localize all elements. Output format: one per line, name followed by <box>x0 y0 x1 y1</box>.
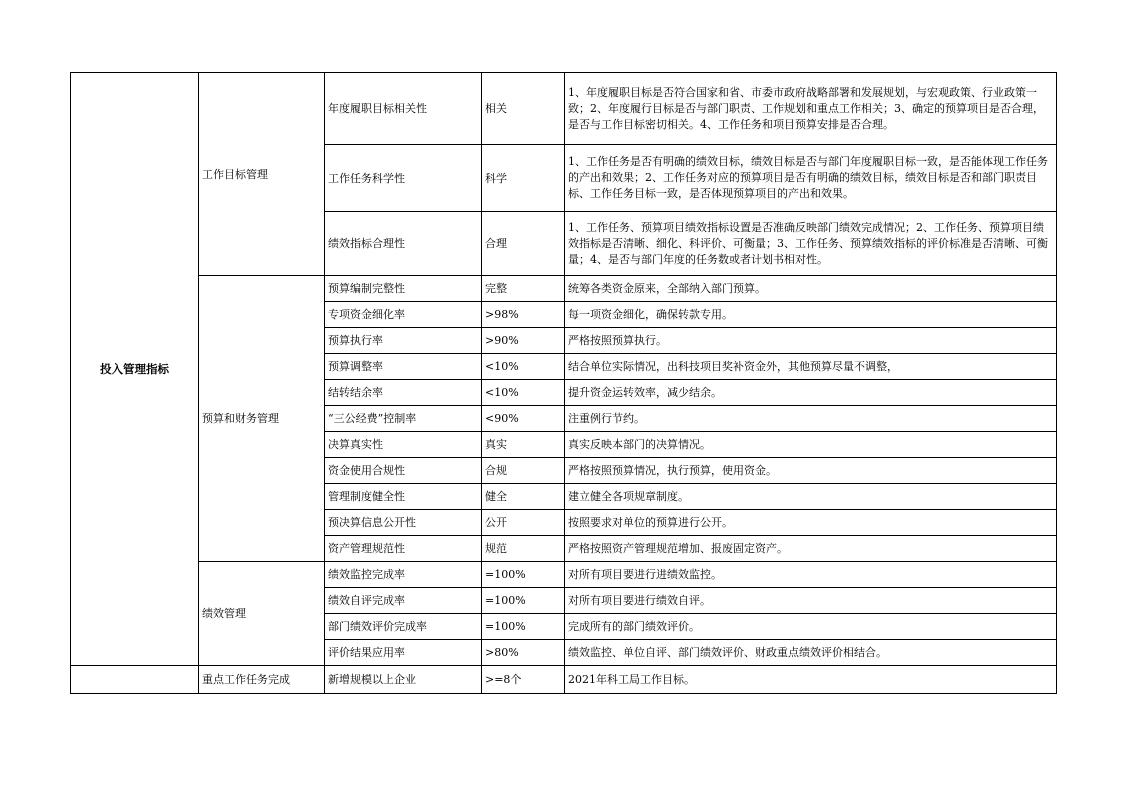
table-row <box>71 73 1057 145</box>
table-row <box>71 562 1057 588</box>
subcategory-cell: 工作目标管理 <box>199 73 325 276</box>
page-margin <box>0 702 1122 793</box>
indicator-cell: 绩效监控完成率 <box>325 562 482 588</box>
description-cell: 按照要求对单位的预算进行公开。 <box>565 510 1057 536</box>
description-cell: 严格按照资产管理规范增加、报废固定资产。 <box>565 536 1057 562</box>
description-cell: 统筹各类资金原来，全部纳入部门预算。 <box>565 276 1057 302</box>
indicator-cell: 预算执行率 <box>325 328 482 354</box>
description-cell: 1、年度履职目标是否符合国家和省、市委市政府战略部署和发展规划，与宏观政策、行业政策一致；2、年度履行目标是否与部门职责、工作规划和重点工作相关；3、确定的预算项目是否合理，是否与工作目标密切相关。4、工作任务和项目预算安排是否合理。 <box>565 73 1057 145</box>
indicator-cell: 资金使用合规性 <box>325 458 482 484</box>
indicator-cell: 工作任务科学性 <box>325 145 482 212</box>
standard-cell: 规范 <box>482 536 565 562</box>
subcategory-cell: 绩效管理 <box>199 562 325 666</box>
indicator-cell: 预算编制完整性 <box>325 276 482 302</box>
standard-cell: 公开 <box>482 510 565 536</box>
standard-cell: >80% <box>482 640 565 666</box>
standard-cell: 完整 <box>482 276 565 302</box>
standard-cell: <10% <box>482 380 565 406</box>
indicator-cell: 预决算信息公开性 <box>325 510 482 536</box>
standard-cell: 真实 <box>482 432 565 458</box>
description-cell: 建立健全各项规章制度。 <box>565 484 1057 510</box>
standard-cell: <10% <box>482 354 565 380</box>
standard-cell: =100% <box>482 614 565 640</box>
indicator-cell: 预算调整率 <box>325 354 482 380</box>
description-cell: 真实反映本部门的决算情况。 <box>565 432 1057 458</box>
indicator-cell: 资产管理规范性 <box>325 536 482 562</box>
subcategory-cell: 重点工作任务完成 <box>199 666 325 694</box>
description-cell: 结合单位实际情况，出科技项目奖补资金外，其他预算尽量不调整， <box>565 354 1057 380</box>
description-cell: 1、工作任务是否有明确的绩效目标，绩效目标是否与部门年度履职目标一致，是否能体现工作任务的产出和效果；2、工作任务对应的预算项目是否有明确的绩效目标，绩效目标是否和部门职责目标、工作任务目标一致，是否体现预算项目的产出和效果。 <box>565 145 1057 212</box>
description-cell: 完成所有的部门绩效评价。 <box>565 614 1057 640</box>
indicator-cell: 管理制度健全性 <box>325 484 482 510</box>
indicator-cell: 专项资金细化率 <box>325 302 482 328</box>
standard-cell: >=8个 <box>482 666 565 694</box>
standard-cell: 健全 <box>482 484 565 510</box>
table-row <box>71 666 1057 694</box>
description-cell: 严格按照预算执行。 <box>565 328 1057 354</box>
indicator-cell: “三公经费”控制率 <box>325 406 482 432</box>
indicator-cell: 绩效自评完成率 <box>325 588 482 614</box>
description-cell: 严格按照预算情况，执行预算，使用资金。 <box>565 458 1057 484</box>
indicator-cell: 绩效指标合理性 <box>325 212 482 276</box>
standard-cell: <90% <box>482 406 565 432</box>
indicator-cell: 评价结果应用率 <box>325 640 482 666</box>
standard-cell: 相关 <box>482 73 565 145</box>
standard-cell: >98% <box>482 302 565 328</box>
category-cell: 投入管理指标 <box>71 73 199 666</box>
standard-cell: >90% <box>482 328 565 354</box>
standard-cell: 合理 <box>482 212 565 276</box>
table-row <box>71 276 1057 302</box>
standard-cell: 科学 <box>482 145 565 212</box>
indicator-cell: 部门绩效评价完成率 <box>325 614 482 640</box>
description-cell: 绩效监控、单位自评、部门绩效评价、财政重点绩效评价相结合。 <box>565 640 1057 666</box>
description-cell: 每一项资金细化，确保转款专用。 <box>565 302 1057 328</box>
description-cell: 1、工作任务、预算项目绩效指标设置是否准确反映部门绩效完成情况；2、工作任务、预算项目绩效指标是否清晰、细化、科评价、可衡量；3、工作任务、预算绩效指标的评价标准是否清晰、可衡量；4、是否与部门年度的任务数或者计划书相对性。 <box>565 212 1057 276</box>
description-cell: 对所有项目要进行进绩效监控。 <box>565 562 1057 588</box>
standard-cell: =100% <box>482 588 565 614</box>
indicator-cell: 决算真实性 <box>325 432 482 458</box>
standard-cell: =100% <box>482 562 565 588</box>
indicator-cell: 结转结余率 <box>325 380 482 406</box>
standard-cell: 合规 <box>482 458 565 484</box>
indicator-cell: 新增规模以上企业 <box>325 666 482 694</box>
description-cell: 2021年科工局工作目标。 <box>565 666 1057 694</box>
description-cell: 提升资金运转效率，减少结余。 <box>565 380 1057 406</box>
category-cell <box>71 666 199 694</box>
description-cell: 注重例行节约。 <box>565 406 1057 432</box>
description-cell: 对所有项目要进行绩效自评。 <box>565 588 1057 614</box>
performance-indicator-table <box>70 72 1057 694</box>
subcategory-cell: 预算和财务管理 <box>199 276 325 562</box>
indicator-cell: 年度履职目标相关性 <box>325 73 482 145</box>
